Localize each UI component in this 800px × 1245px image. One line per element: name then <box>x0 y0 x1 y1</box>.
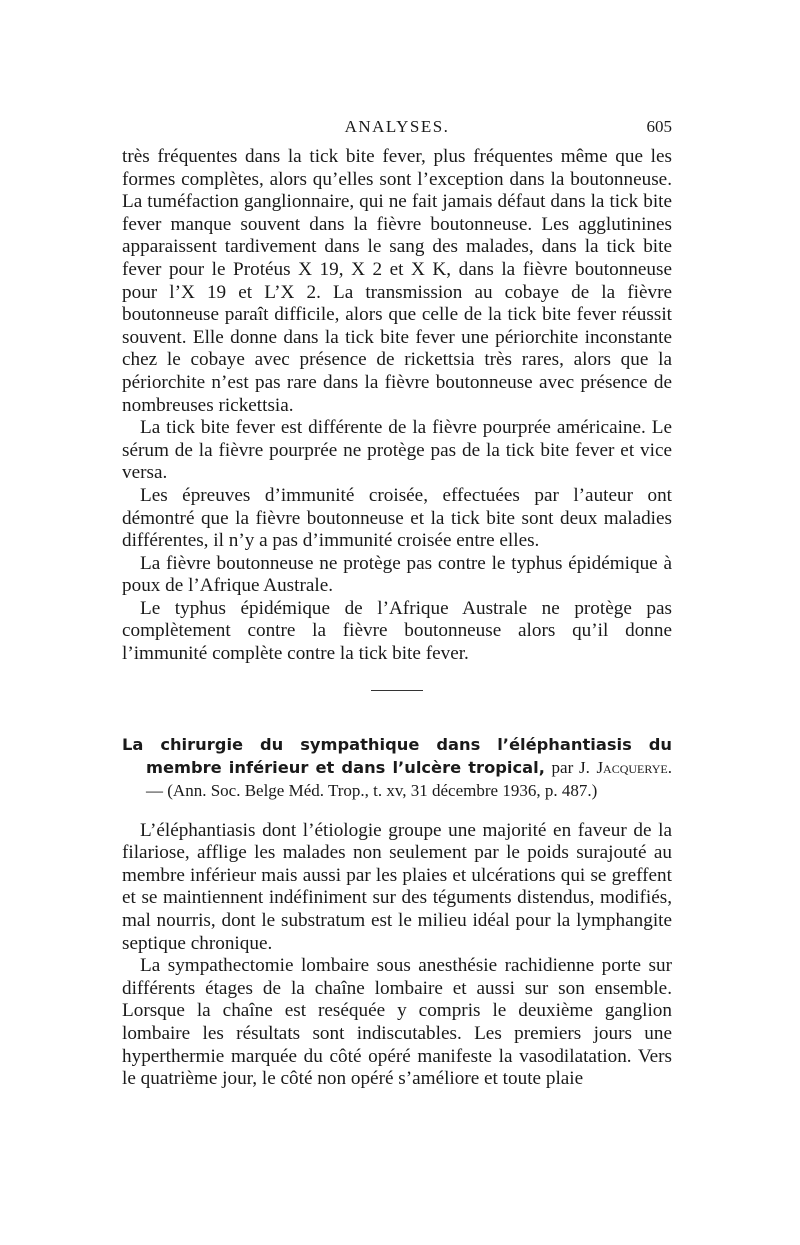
section-tick-bite-fever <box>122 146 672 666</box>
article-title: La chirurgie du sympathique dans l’éléphantiasis du membre inférieur et dans l’ulcère tropical, <box>122 734 672 777</box>
section-sympathique <box>122 820 672 1091</box>
section-divider <box>371 690 423 691</box>
running-title: ANALYSES. <box>344 117 450 136</box>
paragraph: La fièvre boutonneuse ne protège pas contre le typhus épidémique à poux de l’Afrique Australe. <box>122 552 672 597</box>
author-name: Jacquerye. <box>596 757 672 777</box>
page-number: 605 <box>646 117 672 136</box>
author-prefix: par J. <box>551 757 590 777</box>
article-reference: — (Ann. Soc. Belge Méd. Trop., t. xv, 31 décembre 1936, p. 487.) <box>146 780 598 800</box>
paragraph: L’éléphantiasis dont l’étiologie groupe une majorité en faveur de la filariose, afflige les malades non seulement par le poids surajouté au membre inférieur mais aussi par les plaies et ulcérations qui se greffent et se maintiennent indéfiniment sur des téguments distendus, modifiés, mal nourris, dont le substratum est le milieu idéal pour la lymphangite septique chronique. <box>122 819 672 954</box>
article-heading <box>122 733 672 802</box>
paragraph: La tick bite fever est différente de la fièvre pourprée américaine. Le sérum de la fièvre pourprée ne protège pas de la tick bite fever et vice versa. <box>122 417 672 484</box>
running-header <box>122 116 672 144</box>
paragraph: La sympathectomie lombaire sous anesthésie rachidienne porte sur différents étages de la chaîne lombaire et aussi sur son ensemble. Lorsque la chaîne est reséquée y compris le deuxième ganglion lombaire les résultats sont indiscutables. Les premiers jours une hyperthermie marquée du côté opéré manifeste la vasodilatation. Vers le quatrième jour, le côté non opéré s’améliore et toute plaie <box>122 955 672 1090</box>
paragraph: Les épreuves d’immunité croisée, effectuées par l’auteur ont démontré que la fièvre boutonneuse et la tick bite sont deux maladies différentes, il n’y a pas d’immunité croisée entre elles. <box>122 484 672 552</box>
paragraph: Le typhus épidémique de l’Afrique Australe ne protège pas complètement contre la fièvre boutonneuse alors qu’il donne l’immunité complète contre la tick bite fever. <box>122 597 672 665</box>
paragraph: très fréquentes dans la tick bite fever, plus fréquentes même que les formes complètes, alors qu’elles sont l’exception dans la boutonneuse. La tuméfaction ganglionnaire, qui ne fait jamais défaut dans la tick bite fever manque souvent dans la fièvre boutonneuse. Les agglutinines apparaissent tardivement dans le sang des malades, dans la tick bite fever pour le Protéus X 19, X 2 et X K, dans la fièvre boutonneuse pour l’X 19 et L’X 2. La transmission au cobaye de la fièvre boutonneuse paraît difficile, alors que celle de la tick bite fever réussit souvent. Elle donne dans la tick bite fever une périorchite inconstante chez le cobaye avec présence de rickettsia très rares, alors que la périorchite n’est pas rare dans la fièvre boutonneuse avec présence de nombreuses rickettsia. <box>122 146 672 416</box>
page <box>122 116 672 1091</box>
